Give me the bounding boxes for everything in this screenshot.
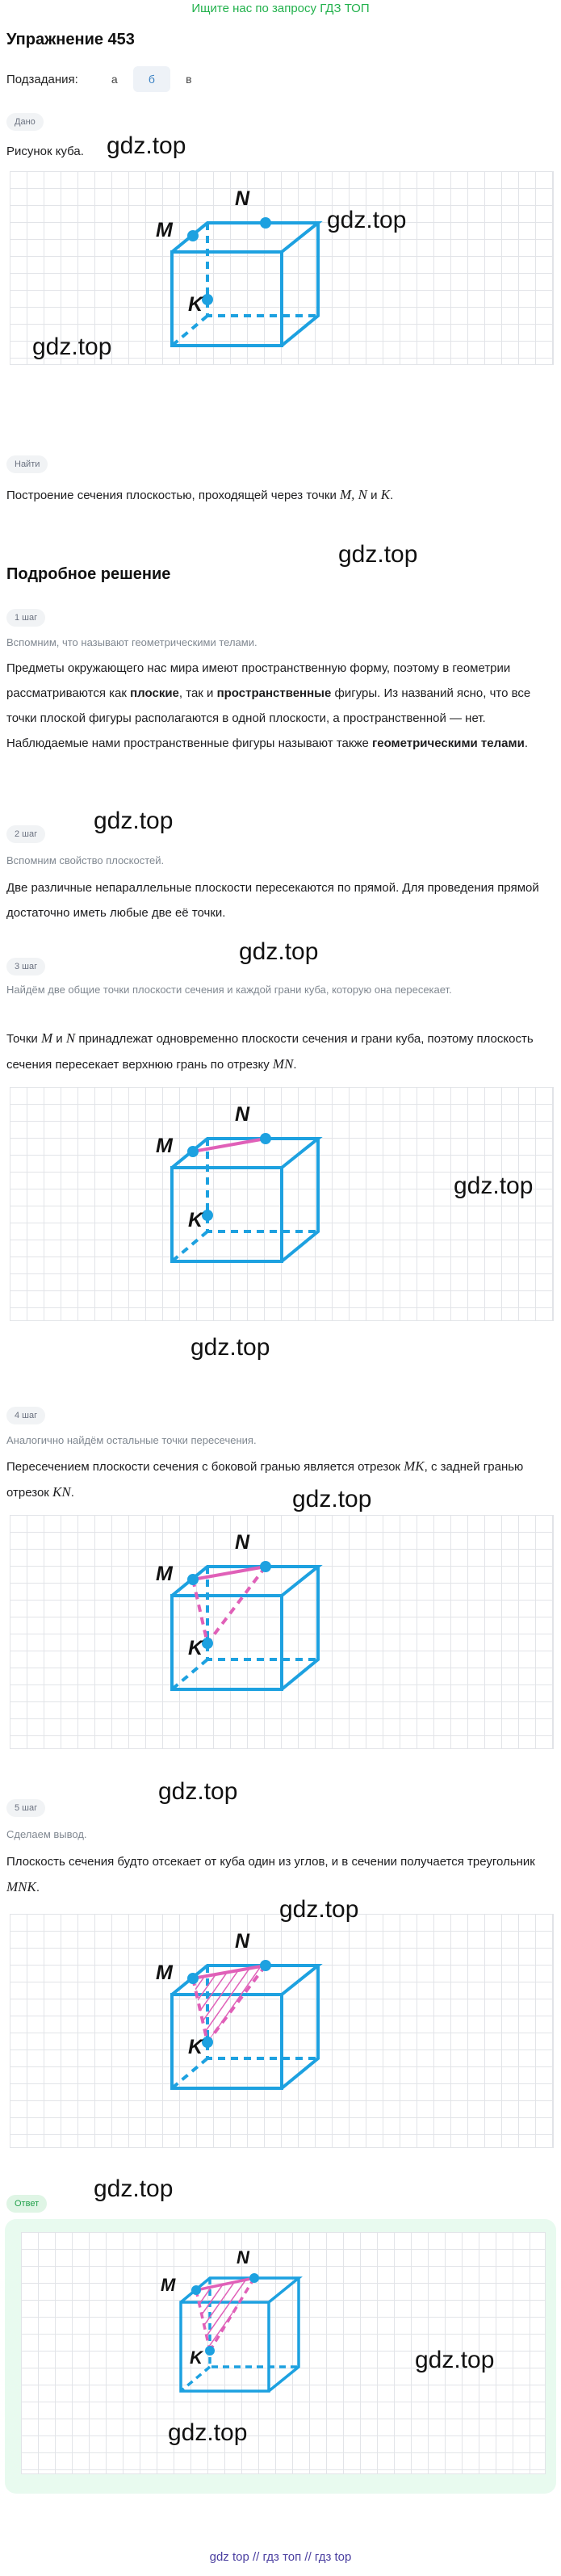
cube-figure-step-4 bbox=[10, 1516, 555, 1750]
page-title: Упражнение 453 bbox=[6, 31, 135, 48]
find-pill: Найти bbox=[6, 455, 48, 473]
solution-title: Подробное решение bbox=[6, 565, 171, 583]
step-4-pill: 4 шаг bbox=[6, 1407, 45, 1424]
watermark: gdz.top bbox=[454, 1173, 534, 1199]
label-k: K bbox=[188, 1209, 203, 1231]
watermark: gdz.top bbox=[168, 2419, 248, 2446]
footer-links[interactable]: gdz top // гдз топ // гдз top bbox=[209, 2550, 352, 2564]
point-k bbox=[202, 294, 213, 305]
watermark: gdz.top bbox=[94, 808, 174, 834]
watermark: gdz.top bbox=[158, 1778, 238, 1805]
label-k: K bbox=[188, 2036, 203, 2058]
given-pill: Дано bbox=[6, 113, 44, 131]
point-n bbox=[260, 1561, 271, 1572]
point-k bbox=[202, 2037, 213, 2048]
subtasks-label: Подзадания: bbox=[6, 72, 78, 86]
step-2-hint: Вспомним свойство плоскостей. bbox=[6, 854, 165, 866]
watermark: gdz.top bbox=[327, 207, 407, 233]
step-1-text: Предметы окружающего нас мира имеют пространственную форму, поэтому в геометрии рассматриваются как плоские, так и пространственные фигуры. Из названий ясно, что все точки плоской фигуры располагаются в одной плоскости, а пространственной — нет. Наблюдаемые нами пространственные фигуры называют также геометрическими телами. bbox=[6, 661, 531, 750]
label-n: N bbox=[235, 187, 250, 210]
step-3-pill: 3 шаг bbox=[6, 958, 45, 975]
watermark: gdz.top bbox=[32, 334, 112, 360]
watermark: gdz.top bbox=[239, 938, 319, 965]
search-hint-link[interactable]: Ищите нас по запросу ГДЗ ТОП bbox=[191, 2, 370, 15]
step-5-text: Плоскость сечения будто отсекает от куба один из углов, и в сечении получается треугольник MNK. bbox=[6, 1855, 535, 1894]
given-text: Рисунок куба. bbox=[6, 145, 84, 158]
point-k bbox=[205, 2346, 215, 2356]
label-m: M bbox=[161, 2275, 176, 2295]
step-4-text: Пересечением плоскости сечения с боковой гранью является отрезок MK, с задней гранью отрезок KN. bbox=[6, 1458, 524, 1500]
step-2-pill: 2 шаг bbox=[6, 825, 45, 843]
segment-kn bbox=[207, 1567, 266, 1643]
figure-step-3 bbox=[10, 1087, 554, 1321]
step-2-text: Две различные непараллельные плоскости пересекаются по прямой. Для проведения прямой достаточно иметь любые две её точки. bbox=[6, 881, 539, 920]
segment-mk bbox=[193, 1580, 207, 1643]
figure-step-4 bbox=[10, 1515, 554, 1749]
point-n bbox=[260, 1133, 271, 1144]
point-m bbox=[187, 230, 199, 241]
watermark: gdz.top bbox=[292, 1486, 372, 1512]
watermark: gdz.top bbox=[107, 132, 186, 159]
watermark: gdz.top bbox=[279, 1896, 359, 1923]
answer-pill: Ответ bbox=[6, 2195, 47, 2213]
subtasks-bar bbox=[6, 66, 207, 92]
point-m bbox=[191, 2285, 201, 2295]
cube-figure-step-3 bbox=[10, 1088, 555, 1322]
point-k bbox=[202, 1638, 213, 1649]
figure-step-5 bbox=[10, 1914, 554, 2148]
label-k: K bbox=[188, 1637, 203, 1659]
watermark: gdz.top bbox=[190, 1334, 270, 1361]
step-4-hint: Аналогично найдём остальные точки пересечения. bbox=[6, 1434, 257, 1446]
point-m bbox=[187, 1146, 199, 1157]
subtask-tab-a[interactable]: а bbox=[111, 73, 118, 86]
point-k bbox=[202, 1210, 213, 1221]
cube-figure-step-5 bbox=[10, 1915, 555, 2149]
step-5-pill: 5 шаг bbox=[6, 1799, 45, 1817]
step-1-hint: Вспомним, что называют геометрическими телами. bbox=[6, 636, 257, 648]
subtask-tab-v[interactable]: в bbox=[186, 73, 192, 86]
watermark: gdz.top bbox=[338, 541, 418, 568]
step-3-hint: Найдём две общие точки плоскости сечения и каждой грани куба, которую она пересекает. bbox=[6, 984, 452, 996]
find-text: Построение сечения плоскостью, проходящей через точки M, N и K. bbox=[6, 487, 394, 502]
point-m bbox=[187, 1574, 199, 1585]
point-n bbox=[260, 217, 271, 229]
watermark: gdz.top bbox=[94, 2175, 174, 2202]
label-n: N bbox=[235, 1103, 250, 1126]
step-5-hint: Сделаем вывод. bbox=[6, 1828, 87, 1840]
step-1-pill: 1 шаг bbox=[6, 609, 45, 627]
label-n: N bbox=[235, 1930, 250, 1953]
label-n: N bbox=[237, 2247, 249, 2268]
label-m: M bbox=[156, 1961, 173, 1984]
label-k: K bbox=[188, 293, 203, 316]
point-n bbox=[260, 1960, 271, 1971]
label-m: M bbox=[156, 219, 173, 241]
point-n bbox=[249, 2273, 259, 2283]
label-m: M bbox=[156, 1563, 173, 1585]
point-m bbox=[187, 1973, 199, 1984]
watermark: gdz.top bbox=[415, 2347, 495, 2373]
subtask-tab-b[interactable]: б bbox=[133, 66, 170, 92]
label-k: K bbox=[190, 2347, 203, 2368]
step-3-text: Точки M и N принадлежат одновременно плоскости сечения и грани куба, поэтому плоскость сечения пересекает верхнюю грань по отрезку MN. bbox=[6, 1030, 534, 1072]
label-n: N bbox=[235, 1531, 250, 1554]
label-m: M bbox=[156, 1135, 173, 1157]
